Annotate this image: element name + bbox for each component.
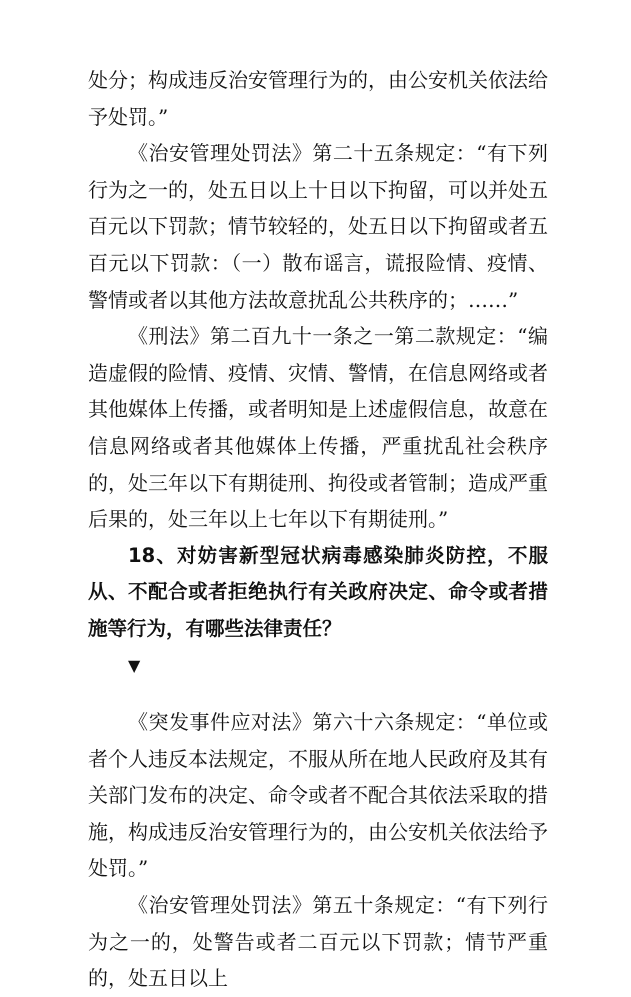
question-heading-18: 18、对妨害新型冠状病毒感染肺炎防控，不服从、不配合或者拒绝执行有关政府决定、命令或者措施等行为，有哪些法律责任？	[88, 543, 548, 640]
spacer	[88, 684, 548, 704]
document-page	[88, 62, 548, 997]
paragraph-public-security-article-50: 《治安管理处罚法》第五十条规定：“有下列行为之一的，处警告或者二百元以下罚款；情节严重的，处五日以上	[88, 893, 548, 991]
paragraph-continuation: 处分；构成违反治安管理行为的，由公安机关依法给予处罚。”	[88, 68, 548, 129]
paragraph-public-security-article-25: 《治安管理处罚法》第二十五条规定：“有下列行为之一的，处五日以上十日以下拘留，可以并处五百元以下罚款；情节较轻的，处五日以下拘留或者五百元以下罚款：（一）散布谣言，谎报险情、疫情、警情或者以其他方法故意扰乱公共秩序的；……”	[88, 141, 548, 312]
paragraph-emergency-response-article-66: 《突发事件应对法》第六十六条规定：“单位或者个人违反本法规定，不服从所在地人民政府及其有关部门发布的决定、命令或者不配合其依法采取的措施，构成违反治安管理行为的，由公安机关依法给予处罚。”	[88, 710, 548, 881]
down-triangle-icon: ▼	[128, 655, 141, 675]
paragraph-criminal-law-article-291: 《刑法》第二百九十一条之一第二款规定：“编造虚假的险情、疫情、灾情、警情，在信息网络或者其他媒体上传播，或者明知是上述虚假信息，故意在信息网络或者其他媒体上传播，严重扰乱社会秩序的，处三年以下有期徒刑、拘役或者管制；造成严重后果的，处三年以上七年以下有期徒刑。”	[88, 324, 548, 532]
